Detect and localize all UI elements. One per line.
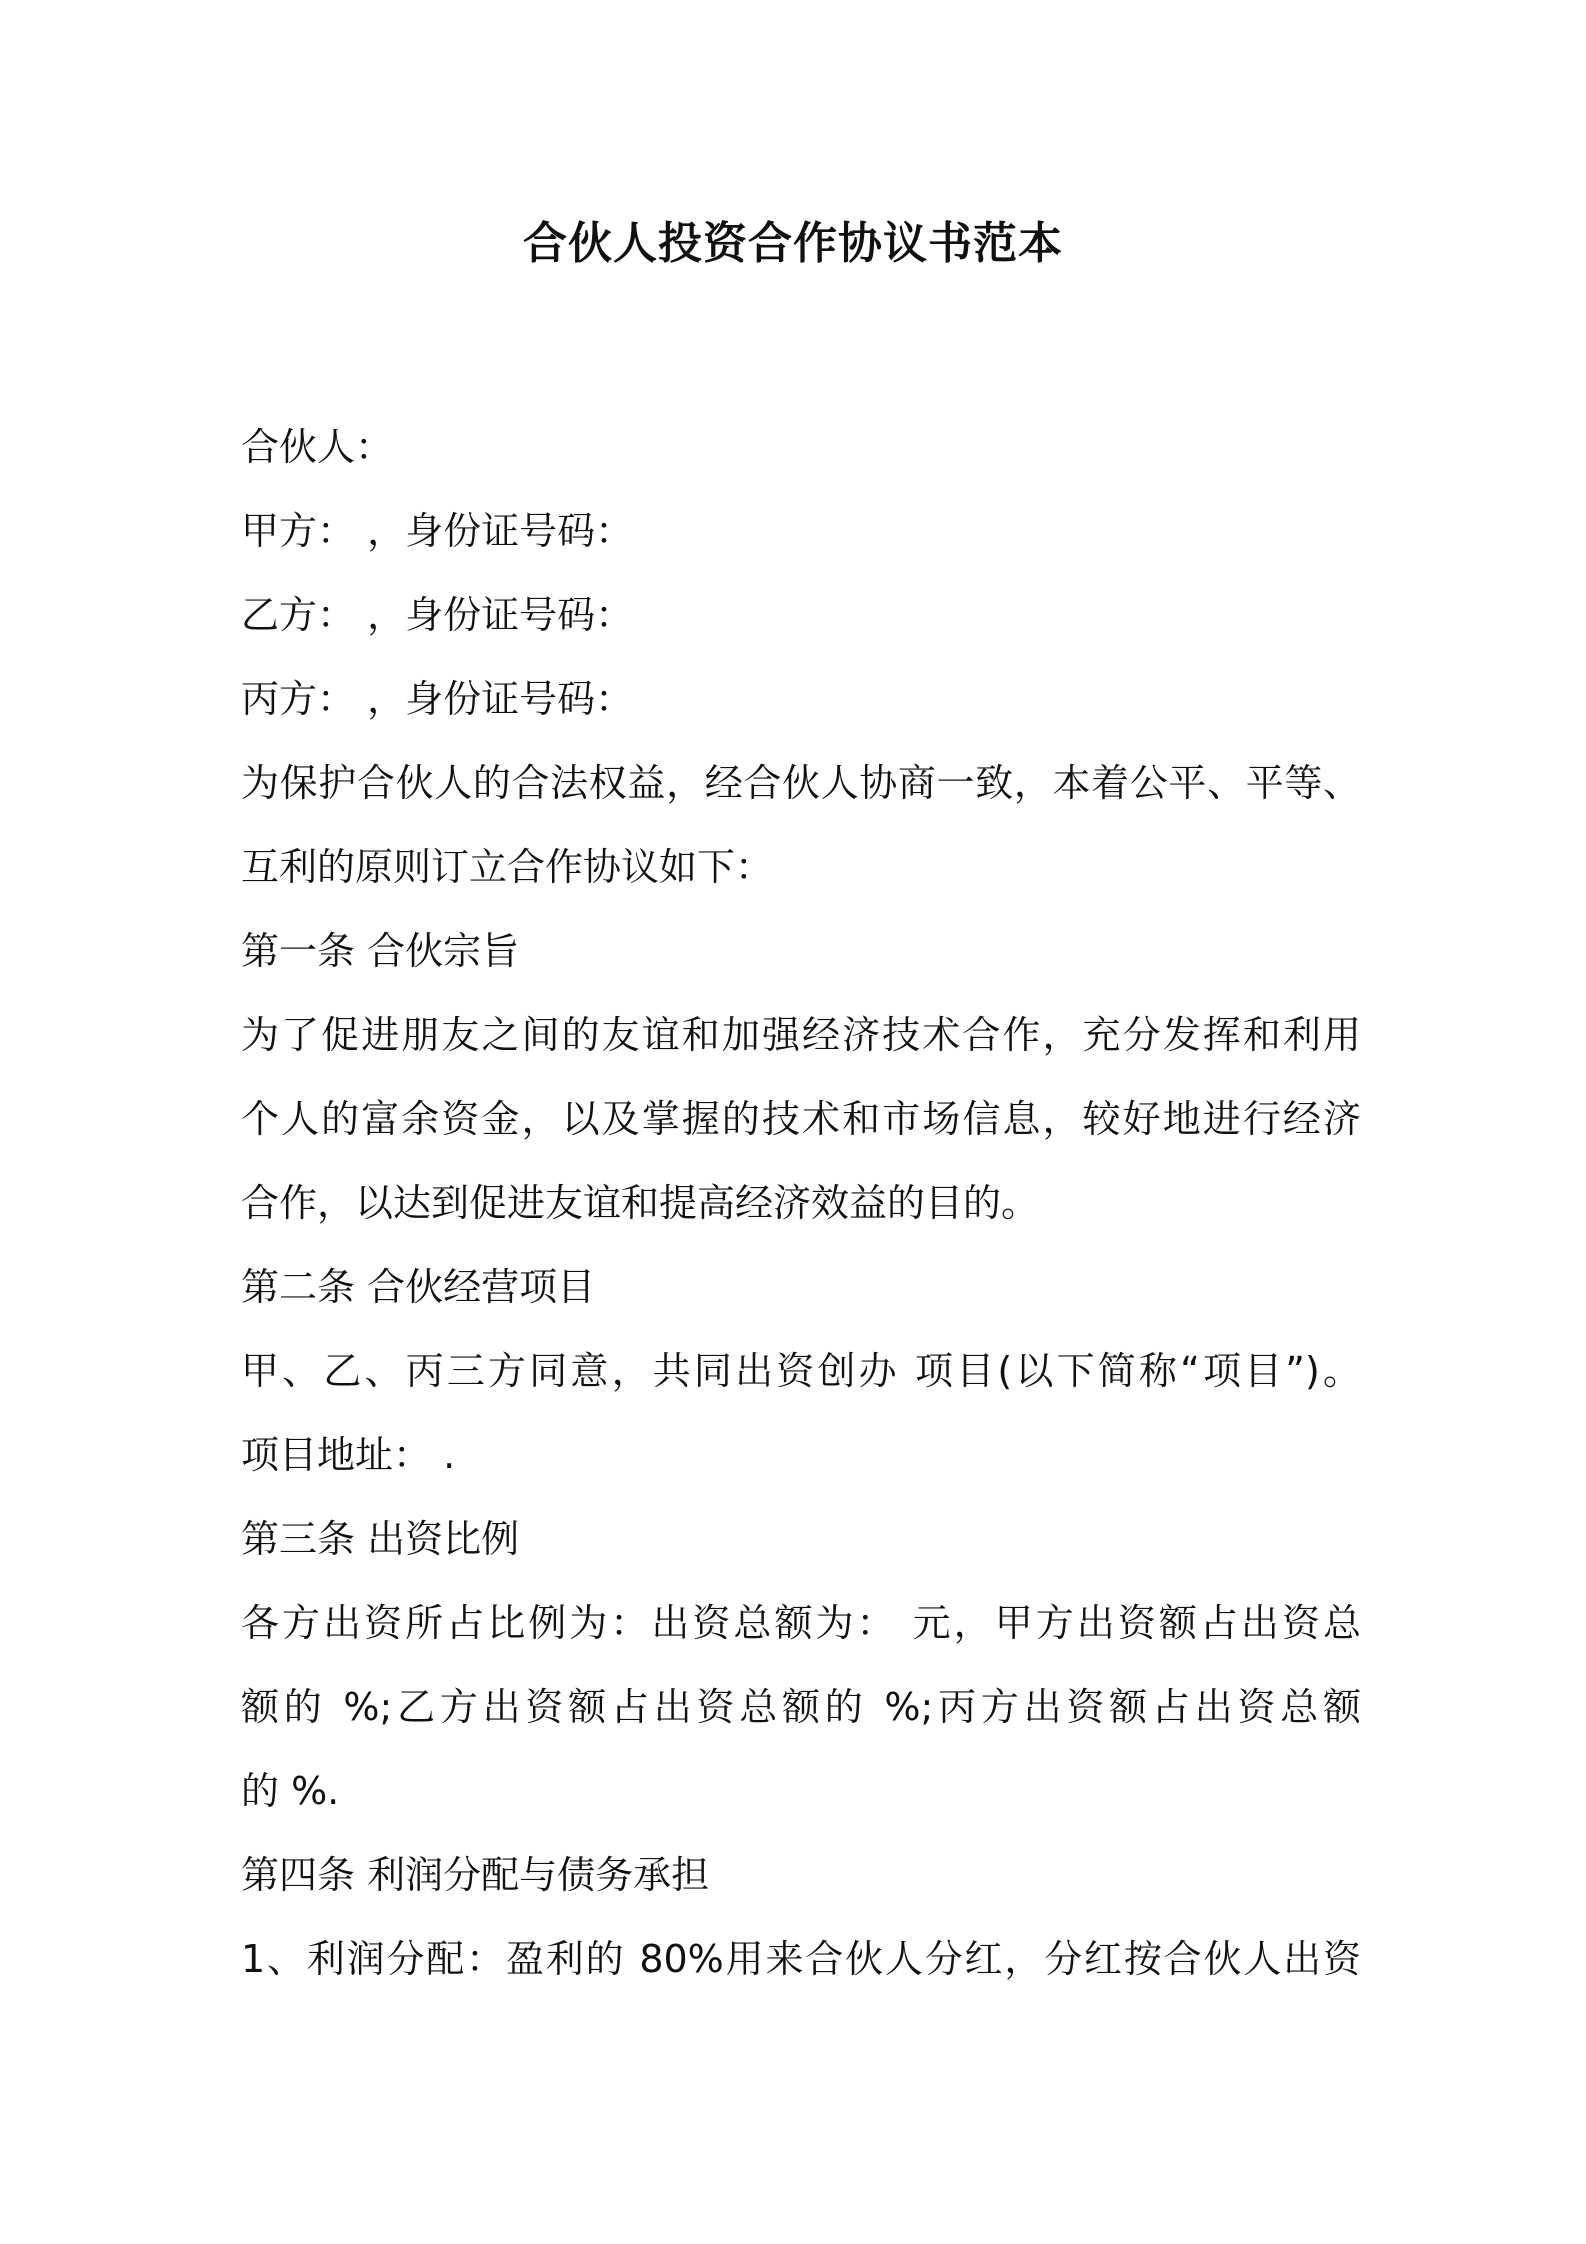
article-3-heading: 第三条 出资比例	[241, 1517, 520, 1561]
article-1-text-line-2: 个人的富余资金，以及掌握的技术和市场信息，较好地进行经济	[241, 1097, 1361, 1141]
article-3-text-line-3: 的 %.	[241, 1769, 340, 1813]
article-1-heading: 第一条 合伙宗旨	[241, 929, 520, 973]
article-2-text-line-1: 甲、乙、丙三方同意，共同出资创办 项目(以下简称“项目”)。	[241, 1349, 1361, 1393]
partners-heading: 合伙人：	[241, 425, 394, 469]
party-b-line: 乙方： ，身份证号码：	[241, 593, 634, 637]
document-body	[241, 405, 1361, 2001]
article-2-heading: 第二条 合伙经营项目	[241, 1265, 596, 1309]
project-address-line: 项目地址： .	[241, 1433, 456, 1477]
article-3-text-line-2: 额的 %;乙方出资额占出资总额的 %;丙方出资额占出资总额	[241, 1685, 1361, 1729]
article-4-heading: 第四条 利润分配与债务承担	[241, 1853, 710, 1897]
article-1-text-line-3: 合作，以达到促进友谊和提高经济效益的目的。	[241, 1181, 1040, 1225]
party-a-line: 甲方： ，身份证号码：	[241, 509, 634, 553]
preamble-line-1: 为保护合伙人的合法权益，经合伙人协商一致，本着公平、平等、	[241, 761, 1361, 805]
preamble-line-2: 互利的原则订立合作协议如下：	[241, 845, 774, 889]
article-3-text-line-1: 各方出资所占比例为：出资总额为： 元，甲方出资额占出资总	[241, 1601, 1361, 1645]
document-title: 合伙人投资合作协议书范本	[523, 218, 1063, 269]
article-1-text-line-1: 为了促进朋友之间的友谊和加强经济技术合作，充分发挥和利用	[241, 1013, 1361, 1057]
party-c-line: 丙方： ，身份证号码：	[241, 677, 634, 721]
article-4-text-line-1: 1、利润分配：盈利的 80%用来合伙人分红，分红按合伙人出资	[241, 1937, 1361, 1981]
